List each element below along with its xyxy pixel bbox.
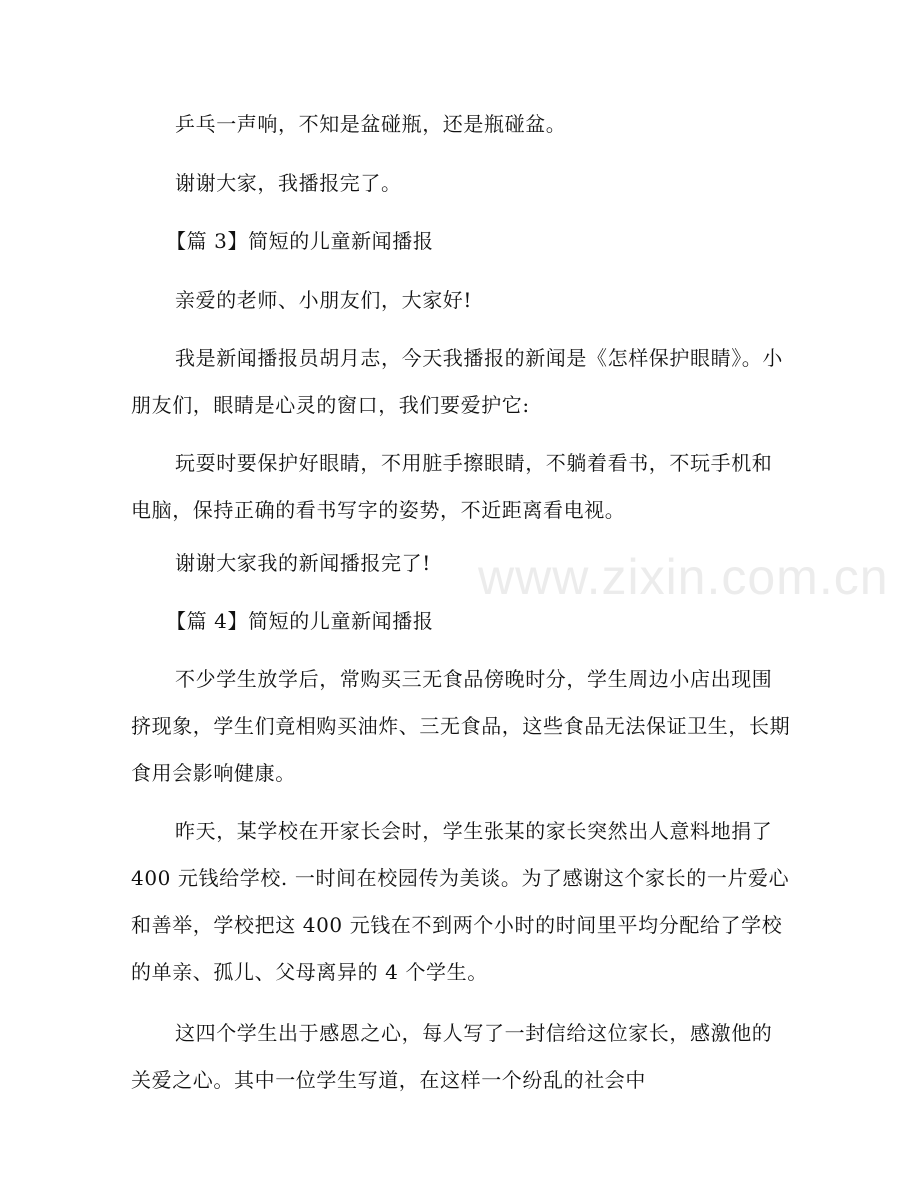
watermark-logo: www.zixin.com.cn bbox=[478, 549, 889, 605]
paragraph-donation: 昨天，某学校在开家长会时，学生张某的家长突然出人意料地捐了 400 元钱给学校. 一时间在校园传为美谈。为了感谢这个家长的一片爱心和善举，学校把这 400 元钱在不到两个小时的时间里平均分配给了学校的单亲、孤儿、父母离异的 4 个学生。 bbox=[131, 819, 790, 984]
paragraph-pingpang: 乒乓一声响，不知是盆碰瓶，还是瓶碰盆。 bbox=[175, 112, 567, 136]
paragraph-eye-care-tips: 玩耍时要保护好眼睛，不用脏手擦眼睛，不躺着看书，不玩手机和电脑，保持正确的看书写字的姿势，不近距离看电视。 bbox=[131, 451, 773, 522]
paragraph-thanks-1: 谢谢大家，我播报完了。 bbox=[175, 171, 402, 195]
paragraph-greeting: 亲爱的老师、小朋友们，大家好! bbox=[175, 288, 473, 312]
paragraph-intro-eyes: 我是新闻播报员胡月志，今天我播报的新闻是《怎样保护眼睛》。小朋友们，眼睛是心灵的窗口，我们要爱护它: bbox=[131, 346, 783, 417]
paragraph-thank-you-letters: 这四个学生出于感恩之心，每人写了一封信给这位家长，感激他的关爱之心。其中一位学生写道，在这样一个纷乱的社会中 bbox=[131, 1021, 773, 1092]
section-heading-3: 【篇 3】简短的儿童新闻播报 bbox=[166, 229, 434, 253]
paragraph-thanks-2: 谢谢大家我的新闻播报完了! bbox=[175, 551, 431, 575]
section-heading-4: 【篇 4】简短的儿童新闻播报 bbox=[166, 609, 434, 633]
paragraph-junk-food: 不少学生放学后，常购买三无食品傍晚时分，学生周边小店出现围挤现象，学生们竟相购买油炸、三无食品，这些食品无法保证卫生，长期食用会影响健康。 bbox=[131, 667, 791, 785]
